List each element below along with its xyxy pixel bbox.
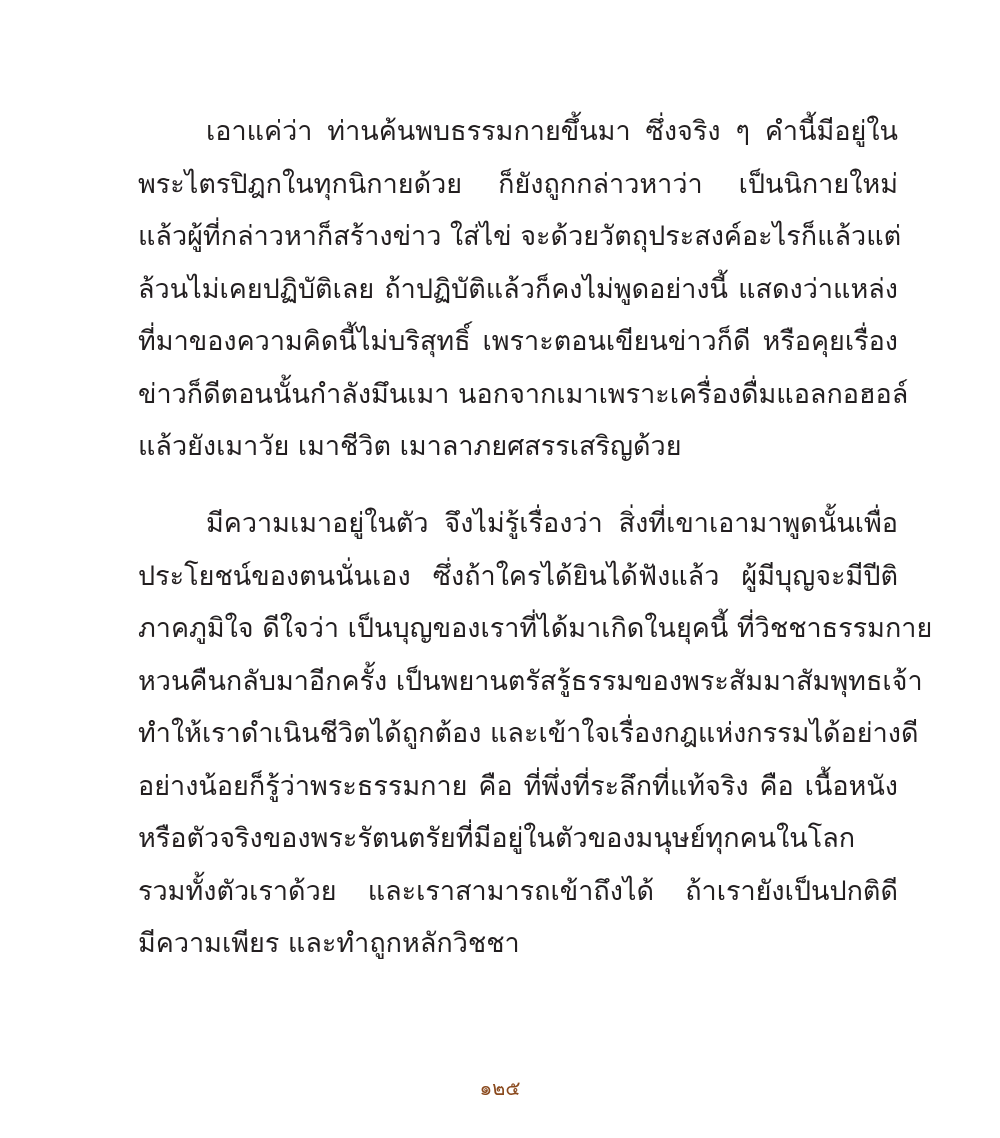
paragraph-line: ที่มาของความคิดนี้ไม่บริสุทธิ์ เพราะตอนเขียนข่าวก็ดี หรือคุยเรื่อง — [138, 326, 898, 357]
paragraph-line: ภาคภูมิใจ ดีใจว่า เป็นบุญของเราที่ได้มาเกิดในยุคนี้ ที่วิชชาธรรมกาย — [138, 613, 933, 644]
paragraph-2 — [138, 498, 933, 971]
paragraph-line: มีความเพียร และทำถูกหลักวิชชา — [138, 928, 520, 959]
paragraph-line: หรือตัวจริงของพระรัตนตรัยที่มีอยู่ในตัวของมนุษย์ทุกคนในโลก — [138, 823, 856, 854]
paragraph-line: รวมทั้งตัวเราด้วย และเราสามารถเข้าถึงได้ ถ้าเรายังเป็นปกติดี — [138, 875, 898, 907]
paragraph-line: เอาแค่ว่า ท่านค้นพบธรรมกายขึ้นมา ซึ่งจริง ๆ คำนี้มีอยู่ใน — [206, 116, 898, 147]
paragraph-line: ทำให้เราดำเนินชีวิตได้ถูกต้อง และเข้าใจเรื่องกฎแห่งกรรมได้อย่างดี — [138, 718, 919, 749]
paragraph-line: อย่างน้อยก็รู้ว่าพระธรรมกาย คือ ที่พึ่งที่ระลึกที่แท้จริง คือ เนื้อหนัง — [138, 770, 898, 802]
paragraph-line: แล้วยังเมาวัย เมาชีวิต เมาลาภยศสรรเสริญด้วย — [138, 431, 682, 462]
paragraph-1 — [138, 106, 909, 474]
paragraph-line: หวนคืนกลับมาอีกครั้ง เป็นพยานตรัสรู้ธรรมของพระสัมมาสัมพุทธเจ้า — [138, 665, 923, 697]
paragraph-line: มีความเมาอยู่ในตัว จึงไม่รู้เรื่องว่า สิ่งที่เขาเอามาพูดนั้นเพื่อ — [206, 508, 898, 539]
paragraph-line: แล้วผู้ที่กล่าวหาก็สร้างข่าว ใส่ไข่ จะด้วยวัตถุประสงค์อะไรก็แล้วแต่ — [138, 221, 902, 252]
paragraph-line: พระไตรปิฎกในทุกนิกายด้วย ก็ยังถูกกล่าวหาว่า เป็นนิกายใหม่ — [138, 168, 898, 200]
page-number: ๑๒๕ — [479, 1076, 521, 1100]
paragraph-line: ล้วนไม่เคยปฏิบัติเลย ถ้าปฏิบัติแล้วก็คงไม่พูดอย่างนี้ แสดงว่าแหล่ง — [138, 273, 898, 305]
paragraph-line: ข่าวก็ดีตอนนั้นกำลังมึนเมา นอกจากเมาเพราะเครื่องดื่มแอลกอฮอล์ — [138, 378, 909, 410]
paragraph-line: ประโยชน์ของตนนั่นเอง ซึ่งถ้าใครได้ยินได้ฟังแล้ว ผู้มีบุญจะมีปีติ — [138, 560, 898, 592]
